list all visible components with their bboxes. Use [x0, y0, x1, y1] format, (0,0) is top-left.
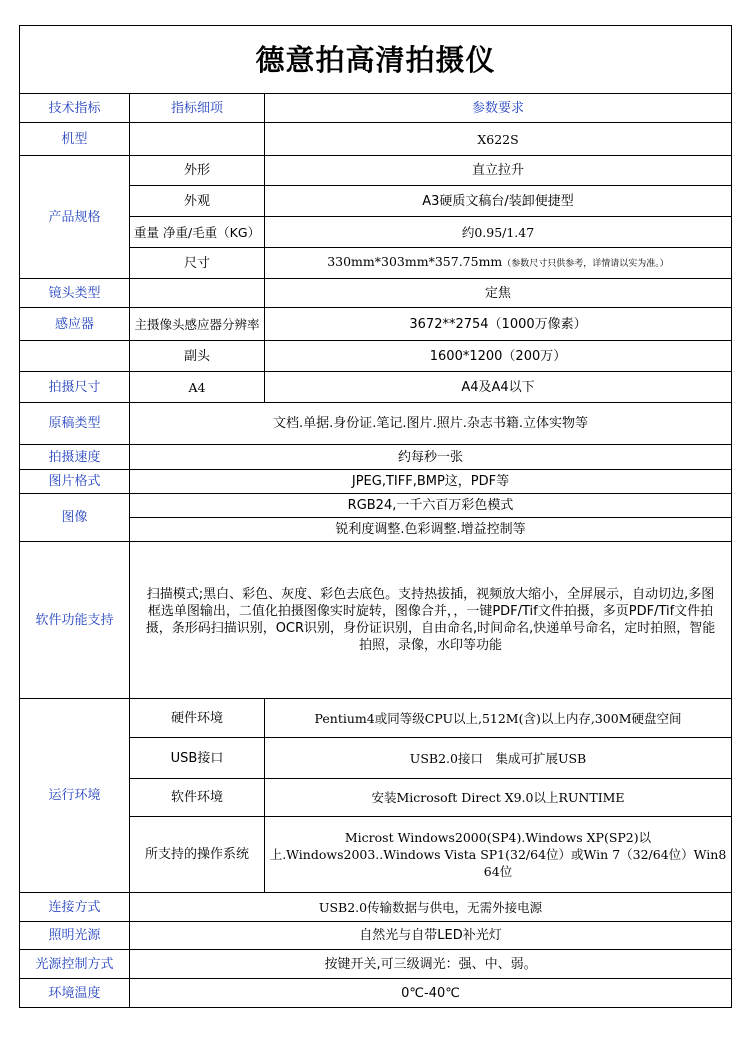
document-type-value: 文档.单据.身份证.笔记.图片.照片.杂志书籍.立体实物等 — [130, 403, 732, 445]
spec-item-weight: 重量 净重/毛重（KG） — [130, 217, 265, 248]
capture-size-row — [20, 372, 732, 403]
connection-value: USB2.0传输数据与供电，无需外接电源 — [130, 893, 732, 922]
runtime-item-usb: USB接口 — [130, 738, 265, 779]
temperature-category: 环境温度 — [20, 979, 130, 1008]
model-row — [20, 123, 732, 156]
capture-size-value: A4及A4以下 — [265, 372, 732, 403]
runtime-item-os: 所支持的操作系统 — [130, 817, 265, 893]
sensor-main-row — [20, 308, 732, 341]
lens-item-empty — [130, 279, 265, 308]
temperature-value: 0℃-40℃ — [130, 979, 732, 1008]
sensor-sub-category-empty — [20, 341, 130, 372]
spec-value-size — [265, 248, 732, 279]
runtime-category: 运行环境 — [20, 699, 130, 893]
header-col-indicator: 技术指标 — [20, 94, 130, 123]
sensor-main-item: 主摄像头感应器分辨率 — [130, 308, 265, 341]
runtime-item-software: 软件环境 — [130, 779, 265, 817]
spec-row-shape — [20, 156, 732, 186]
temperature-row — [20, 979, 732, 1008]
image-format-category: 图片格式 — [20, 470, 130, 494]
spec-item-size: 尺寸 — [130, 248, 265, 279]
model-value: X622S — [265, 123, 732, 156]
spec-item-shape: 外形 — [130, 156, 265, 186]
image-category: 图像 — [20, 494, 130, 542]
lens-row — [20, 279, 732, 308]
product-spec-category: 产品规格 — [20, 156, 130, 279]
runtime-value-os: Microst Windows2000(SP4).Windows XP(SP2)以上.Windows2003..Windows Vista SP1(32/64位）或Win 7（32/64位）Win8 64位 — [265, 817, 732, 893]
light-control-value: 按键开关,可三级调光：强、中、弱。 — [130, 950, 732, 979]
sensor-main-value: 3672**2754（1000万像素） — [265, 308, 732, 341]
document-type-row — [20, 403, 732, 445]
page-title: 德意拍高清拍摄仪 — [20, 26, 732, 94]
spec-table — [19, 25, 732, 1008]
size-value: 330mm*303mm*357.75mm — [327, 254, 503, 269]
spec-item-appearance: 外观 — [130, 186, 265, 217]
header-col-detail: 指标细项 — [130, 94, 265, 123]
lens-value: 定焦 — [265, 279, 732, 308]
image-value-color: RGB24,一千六百万彩色模式 — [130, 494, 732, 518]
image-format-value: JPEG,TIFF,BMP这，PDF等 — [130, 470, 732, 494]
header-col-parameter: 参数要求 — [265, 94, 732, 123]
title-row — [20, 26, 732, 94]
software-category: 软件功能支持 — [20, 542, 130, 699]
sensor-sub-item: 副头 — [130, 341, 265, 372]
image-value-adjust: 锐利度调整.色彩调整.增益控制等 — [130, 518, 732, 542]
lighting-value: 自然光与自带LED补光灯 — [130, 922, 732, 950]
lens-category: 镜头类型 — [20, 279, 130, 308]
capture-size-category: 拍摄尺寸 — [20, 372, 130, 403]
runtime-value-hardware: Pentium4或同等级CPU以上,512M(含)以上内存,300M硬盘空间 — [265, 699, 732, 738]
header-row — [20, 94, 732, 123]
sensor-sub-value: 1600*1200（200万） — [265, 341, 732, 372]
size-note: （参数尺寸只供参考，详情请以实为准。） — [502, 259, 669, 269]
spec-value-appearance: A3硬质文稿台/装卸便捷型 — [265, 186, 732, 217]
document-type-category: 原稿类型 — [20, 403, 130, 445]
capture-speed-row — [20, 445, 732, 470]
software-row — [20, 542, 732, 699]
image-row-color — [20, 494, 732, 518]
light-control-category: 光源控制方式 — [20, 950, 130, 979]
spec-value-shape: 直立拉升 — [265, 156, 732, 186]
capture-speed-category: 拍摄速度 — [20, 445, 130, 470]
lighting-category: 照明光源 — [20, 922, 130, 950]
lighting-row — [20, 922, 732, 950]
runtime-value-usb: USB2.0接口 集成可扩展USB — [265, 738, 732, 779]
spec-value-weight: 约0.95/1.47 — [265, 217, 732, 248]
sensor-category: 感应器 — [20, 308, 130, 341]
runtime-row-hardware — [20, 699, 732, 738]
runtime-value-software: 安装Microsoft Direct X9.0以上RUNTIME — [265, 779, 732, 817]
model-item-empty — [130, 123, 265, 156]
model-category: 机型 — [20, 123, 130, 156]
image-format-row — [20, 470, 732, 494]
connection-row — [20, 893, 732, 922]
light-control-row — [20, 950, 732, 979]
connection-category: 连接方式 — [20, 893, 130, 922]
capture-speed-value: 约每秒一张 — [130, 445, 732, 470]
software-value: 扫描模式;黑白、彩色、灰度、彩色去底色。支持热拔插，视频放大缩小，全屏展示，自动切边,多图框选单图输出，二值化拍摄图像实时旋转，图像合并，，一键PDF/Tif文件拍摄，多页PDF/Tif文件拍摄，条形码扫描识别，OCR识别，身份证识别，自由命名,时间命名,快递单号命名，定时拍照，智能拍照，录像，水印等功能 — [130, 542, 732, 699]
runtime-item-hardware: 硬件环境 — [130, 699, 265, 738]
sensor-sub-row — [20, 341, 732, 372]
capture-size-item: A4 — [130, 372, 265, 403]
